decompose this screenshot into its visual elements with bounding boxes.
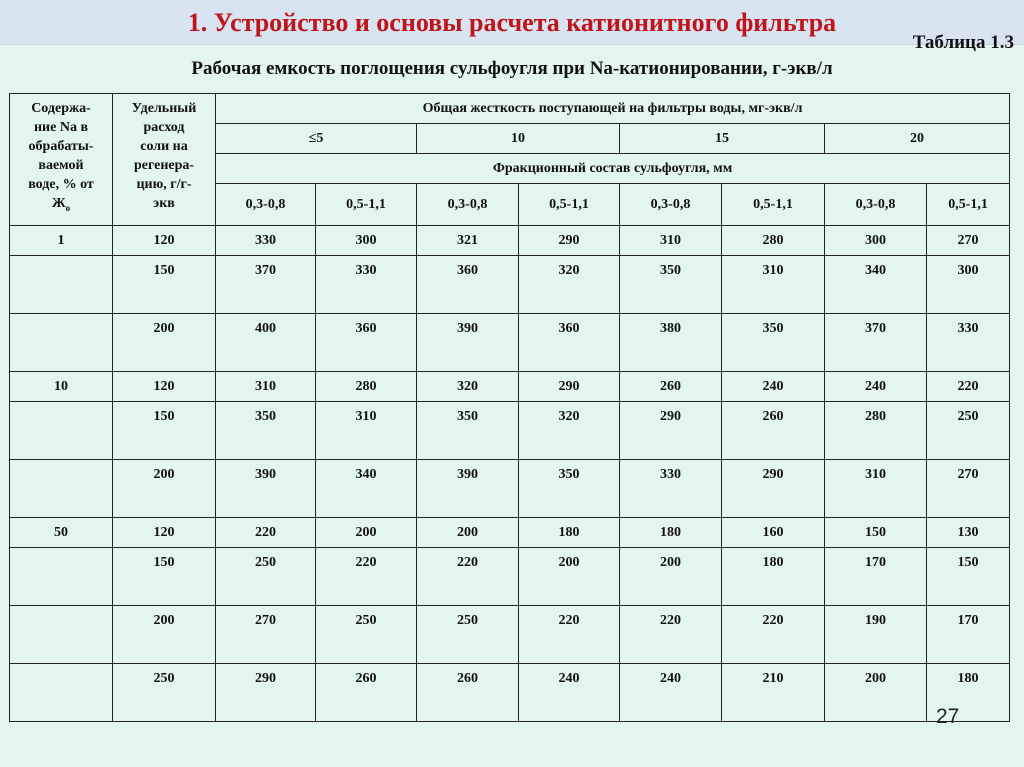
- table-row: [10, 256, 1010, 314]
- cell-na-content: [10, 548, 113, 606]
- cell-capacity-value: 300: [927, 256, 1010, 314]
- cell-capacity-value: 240: [825, 372, 927, 402]
- cell-capacity-value: 220: [620, 606, 722, 664]
- header-na-content: Содержа- ние Na в обрабаты- ваемой воде, % от $Ж_о$: [10, 94, 113, 226]
- cell-capacity-value: 180: [722, 548, 825, 606]
- cell-capacity-value: 360: [316, 314, 417, 372]
- cell-na-content: [10, 256, 113, 314]
- cell-capacity-value: 270: [216, 606, 316, 664]
- cell-capacity-value: 330: [620, 460, 722, 518]
- cell-capacity-value: 400: [216, 314, 316, 372]
- cell-capacity-value: 270: [927, 460, 1010, 518]
- table-row: [10, 372, 1010, 402]
- cell-capacity-value: 390: [417, 460, 519, 518]
- cell-capacity-value: 370: [216, 256, 316, 314]
- cell-capacity-value: 200: [417, 518, 519, 548]
- cell-capacity-value: 220: [417, 548, 519, 606]
- cell-salt-consumption: 120: [113, 372, 216, 402]
- cell-capacity-value: 350: [519, 460, 620, 518]
- cell-capacity-value: 390: [417, 314, 519, 372]
- cell-capacity-value: 170: [927, 606, 1010, 664]
- cell-capacity-value: 220: [519, 606, 620, 664]
- cell-capacity-value: 220: [216, 518, 316, 548]
- cell-capacity-value: 310: [620, 226, 722, 256]
- cell-na-content: 1: [10, 226, 113, 256]
- cell-capacity-value: 340: [316, 460, 417, 518]
- cell-capacity-value: 280: [825, 402, 927, 460]
- cell-capacity-value: 240: [620, 664, 722, 722]
- cell-capacity-value: 320: [519, 402, 620, 460]
- cell-capacity-value: 200: [519, 548, 620, 606]
- cell-capacity-value: 260: [722, 402, 825, 460]
- cell-capacity-value: 270: [927, 226, 1010, 256]
- cell-salt-consumption: 150: [113, 402, 216, 460]
- header-fraction-value: 0,5-1,1: [316, 184, 417, 226]
- header-fraction-value: 0,5-1,1: [722, 184, 825, 226]
- capacity-table: [9, 93, 1010, 722]
- cell-capacity-value: 210: [722, 664, 825, 722]
- header-salt-consumption: Удельный расход соли на регенера- цию, г/г- экв: [113, 94, 216, 226]
- cell-capacity-value: 290: [216, 664, 316, 722]
- cell-capacity-value: 300: [825, 226, 927, 256]
- cell-salt-consumption: 120: [113, 226, 216, 256]
- header-fraction-value: 0,3-0,8: [417, 184, 519, 226]
- cell-salt-consumption: 200: [113, 314, 216, 372]
- cell-capacity-value: 180: [927, 664, 1010, 722]
- cell-capacity-value: 350: [417, 402, 519, 460]
- table-row: [10, 664, 1010, 722]
- cell-salt-consumption: 200: [113, 460, 216, 518]
- table-row: [10, 606, 1010, 664]
- cell-capacity-value: 300: [316, 226, 417, 256]
- cell-capacity-value: 370: [825, 314, 927, 372]
- cell-capacity-value: 290: [722, 460, 825, 518]
- cell-na-content: [10, 664, 113, 722]
- cell-capacity-value: 250: [316, 606, 417, 664]
- table-number: Таблица 1.3: [912, 32, 1014, 53]
- cell-capacity-value: 290: [519, 372, 620, 402]
- page-number: 27: [936, 705, 960, 728]
- cell-capacity-value: 310: [316, 402, 417, 460]
- cell-capacity-value: 280: [316, 372, 417, 402]
- cell-capacity-value: 200: [825, 664, 927, 722]
- cell-capacity-value: 220: [927, 372, 1010, 402]
- cell-capacity-value: 260: [417, 664, 519, 722]
- cell-capacity-value: 321: [417, 226, 519, 256]
- cell-na-content: [10, 460, 113, 518]
- cell-capacity-value: 250: [927, 402, 1010, 460]
- table-row: [10, 548, 1010, 606]
- table-row: [10, 460, 1010, 518]
- cell-salt-consumption: 200: [113, 606, 216, 664]
- cell-capacity-value: 330: [316, 256, 417, 314]
- cell-na-content: 50: [10, 518, 113, 548]
- cell-na-content: [10, 402, 113, 460]
- cell-na-content: [10, 314, 113, 372]
- cell-capacity-value: 190: [825, 606, 927, 664]
- header-fraction-value: 0,5-1,1: [519, 184, 620, 226]
- table-row: [10, 314, 1010, 372]
- cell-capacity-value: 310: [722, 256, 825, 314]
- cell-capacity-value: 350: [216, 402, 316, 460]
- header-hardness-value: 10: [417, 124, 620, 154]
- cell-capacity-value: 320: [417, 372, 519, 402]
- cell-capacity-value: 150: [927, 548, 1010, 606]
- cell-capacity-value: 130: [927, 518, 1010, 548]
- cell-salt-consumption: 250: [113, 664, 216, 722]
- cell-salt-consumption: 150: [113, 548, 216, 606]
- table-caption: Рабочая емкость поглощения сульфоугля при Na-катионировании, г-экв/л: [191, 58, 833, 79]
- cell-capacity-value: 350: [722, 314, 825, 372]
- cell-capacity-value: 310: [825, 460, 927, 518]
- table-row: [10, 226, 1010, 256]
- cell-capacity-value: 220: [316, 548, 417, 606]
- cell-capacity-value: 150: [825, 518, 927, 548]
- cell-capacity-value: 290: [620, 402, 722, 460]
- cell-capacity-value: 200: [620, 548, 722, 606]
- slide-title: 1. Устройство и основы расчета катионитного фильтра: [187, 8, 837, 37]
- cell-capacity-value: 340: [825, 256, 927, 314]
- cell-salt-consumption: 120: [113, 518, 216, 548]
- cell-capacity-value: 180: [519, 518, 620, 548]
- header-hardness-value: ≤5: [216, 124, 417, 154]
- cell-capacity-value: 200: [316, 518, 417, 548]
- cell-capacity-value: 380: [620, 314, 722, 372]
- header-fraction: Фракционный состав сульфоугля, мм: [216, 154, 1010, 184]
- header-fraction-value: 0,3-0,8: [620, 184, 722, 226]
- header-hardness-value: 15: [620, 124, 825, 154]
- table-row: [10, 402, 1010, 460]
- cell-capacity-value: 250: [216, 548, 316, 606]
- cell-capacity-value: 290: [519, 226, 620, 256]
- cell-capacity-value: 350: [620, 256, 722, 314]
- cell-capacity-value: 260: [620, 372, 722, 402]
- cell-capacity-value: 220: [722, 606, 825, 664]
- cell-capacity-value: 390: [216, 460, 316, 518]
- cell-capacity-value: 160: [722, 518, 825, 548]
- cell-capacity-value: 330: [927, 314, 1010, 372]
- cell-capacity-value: 360: [417, 256, 519, 314]
- cell-capacity-value: 240: [722, 372, 825, 402]
- cell-na-content: [10, 606, 113, 664]
- table-row: [10, 518, 1010, 548]
- cell-capacity-value: 310: [216, 372, 316, 402]
- cell-capacity-value: 320: [519, 256, 620, 314]
- cell-capacity-value: 250: [417, 606, 519, 664]
- cell-capacity-value: 260: [316, 664, 417, 722]
- cell-capacity-value: 170: [825, 548, 927, 606]
- header-fraction-value: 0,5-1,1: [927, 184, 1010, 226]
- header-hardness-value: 20: [825, 124, 1010, 154]
- cell-capacity-value: 330: [216, 226, 316, 256]
- cell-salt-consumption: 150: [113, 256, 216, 314]
- header-fraction-value: 0,3-0,8: [825, 184, 927, 226]
- header-hardness: Общая жесткость поступающей на фильтры воды, мг-экв/л: [216, 94, 1010, 124]
- cell-capacity-value: 280: [722, 226, 825, 256]
- header-fraction-value: 0,3-0,8: [216, 184, 316, 226]
- cell-capacity-value: 240: [519, 664, 620, 722]
- cell-capacity-value: 360: [519, 314, 620, 372]
- cell-capacity-value: 180: [620, 518, 722, 548]
- cell-na-content: 10: [10, 372, 113, 402]
